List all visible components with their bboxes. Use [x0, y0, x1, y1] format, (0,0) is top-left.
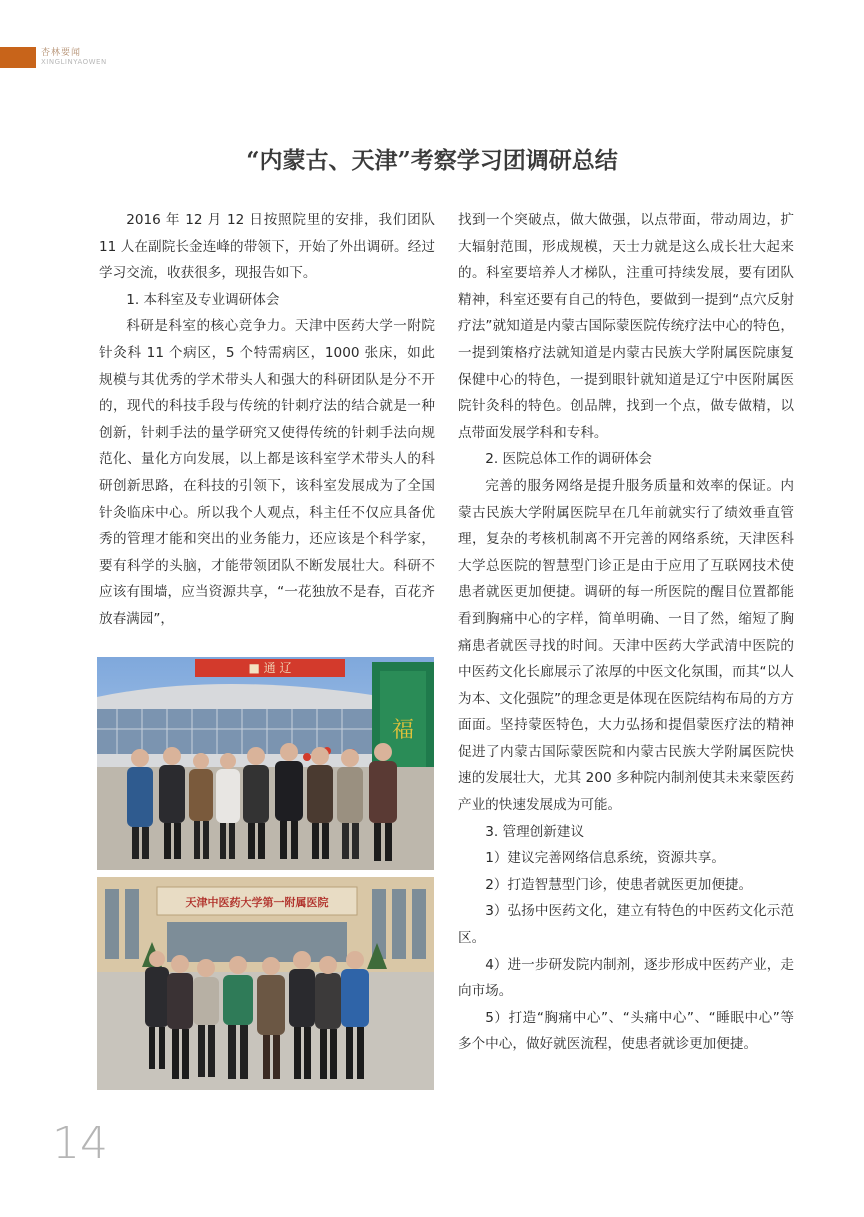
left-column	[99, 207, 435, 633]
section-heading: 2. 医院总体工作的调研体会	[485, 451, 653, 468]
section-heading: 1. 本科室及专业调研体会	[126, 291, 280, 308]
page-number: 14	[52, 1118, 108, 1169]
paragraph-continued: 找到一个突破点，做大做强，以点带面，带动周边，扩大辐射范围，形成规模，天士力就是这么成长壮大起来的。科室要培养人才梯队，注重可持续发展，要有团队精神，科室还要有自己的特色，要做到一提到“点穴反射疗法”就知道是内蒙古国际蒙医院传统疗法中心的特色，一提到策格疗法就知道是内蒙古民族大学附属医院康复保健中心的特色，一提到眼针就知道是辽宁中医附属医院针灸科的特色。创品牌，找到一个点，做专做精，以点带面发展学科和专科。	[458, 212, 794, 441]
paragraph: 2016 年 12 月 12 日按照院里的安排，我们团队 11 人在副院长金连峰的带领下，开始了外出调研。经过学习交流，收获很多，现报告如下。	[99, 212, 435, 282]
section-label: 杏林要闻	[41, 48, 82, 58]
right-column	[458, 207, 794, 1058]
article-title: “内蒙古、天津”考察学习团调研总结	[246, 147, 618, 174]
group-photo-station	[97, 657, 434, 870]
section-accent-bar	[0, 47, 36, 68]
paragraph: 科研是科室的核心竞争力。天津中医药大学一附院针灸科 11 个病区，5 个特需病区，1000 张床，如此规模与其优秀的学术带头人和强大的科研团队是分不开的，现代的科技手段与传统的针刺疗法的结合就是一种创新，针刺手法的量学研究又使得传统的针刺手法向规范化、量化方向发展，以上都是该科室学术带头人的科研创新思路，在科技的引领下，该科室发展成为了全国针灸临床中心。所以我个人观点，科主任不仅应具备优秀的管理才能和突出的业务能力，还应该是个科学家，要有科学的头脑，才能带领团队不断发展壮大。科研不应该有围墙，应当资源共享，“一花独放不是春，百花齐放春满园”，	[99, 318, 435, 627]
group-photo-hospital	[97, 877, 434, 1090]
list-item: 3）弘扬中医药文化，建立有特色的中医药文化示范区。	[458, 903, 794, 947]
list-item: 1）建议完善网络信息系统，资源共享。	[485, 850, 725, 867]
hospital-sign: 天津中医药大学第一附属医院	[185, 896, 329, 909]
section-heading: 3. 管理创新建议	[485, 823, 585, 840]
list-item: 4）进一步研发院内制剂，逐步形成中医药产业，走向市场。	[458, 956, 794, 1000]
list-item: 5）打造“胸痛中心”、“头痛中心”、“睡眠中心”等多个中心，做好就医流程，使患者就诊更加便捷。	[458, 1009, 794, 1053]
list-item: 2）打造智慧型门诊，使患者就医更加便捷。	[485, 876, 753, 893]
section-label-pinyin: XINGLINYAOWEN	[41, 58, 107, 66]
station-sign: ■ 通 辽	[248, 661, 292, 675]
svg-text:福: 福	[391, 718, 415, 743]
paragraph: 完善的服务网络是提升服务质量和效率的保证。内蒙古民族大学附属医院早在几年前就实行了绩效垂直管理，复杂的考核机制离不开完善的网络系统，天津医科大学总医院的智慧型门诊正是由于应用了互联网技术使患者就医更加便捷。调研的每一所医院的醒目位置都能看到胸痛中心的字样，简单明确、一目了然，缩短了胸痛患者就医寻找的时间。天津中医药大学武清中医院的中医药文化长廊展示了浓厚的中医文化氛围，而其“以人为本、文化强院”的理念更是体现在医院结构布局的方方面面。坚持蒙医特色，大力弘扬和提倡蒙医疗法的精神促进了内蒙古国际蒙医院和内蒙古民族大学附属医院快速的发展壮大，尤其 200 多种院内制剂使其未来蒙医药产业的快速发展成为可能。	[458, 477, 794, 814]
